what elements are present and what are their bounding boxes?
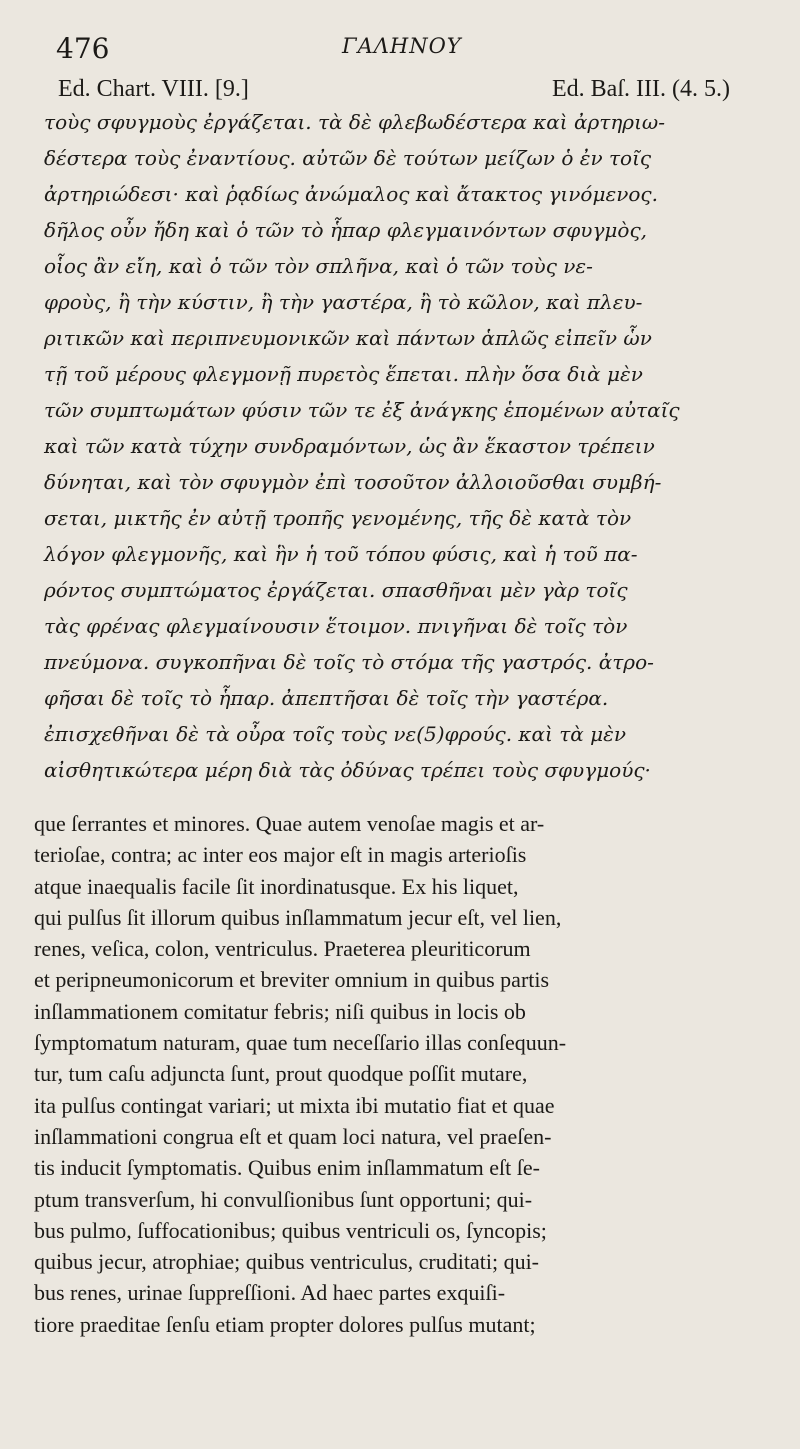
greek-line: ρόντος συμπτώματος ἐργάζεται. σπασθῆναι μὲν γὰρ τοῖς bbox=[44, 578, 628, 602]
greek-line: δῆλος οὖν ἤδη καὶ ὁ τῶν τὸ ἧπαρ φλεγμαινόντων σφυγμὸς, bbox=[44, 218, 648, 242]
greek-text-block bbox=[44, 104, 768, 788]
greek-line: τῇ τοῦ μέρους φλεγμονῇ πυρετὸς ἕπεται. πλὴν ὅσα διὰ μὲν bbox=[44, 362, 643, 386]
greek-line: δύνηται, καὶ τὸν σφυγμὸν ἐπὶ τοσοῦτον ἀλλοιοῦσθαι συμβή- bbox=[44, 470, 662, 494]
running-title: ΓΑΛΗΝΟΥ bbox=[342, 34, 462, 58]
latin-line: ptum transverſum, hi convulſionibus ſunt opportuni; qui- bbox=[34, 1186, 533, 1212]
greek-line: τῶν συμπτωμάτων φύσιν τῶν τε ἐξ ἀνάγκης ἑπομένων αὐταῖς bbox=[44, 398, 680, 422]
greek-line: τοὺς σφυγμοὺς ἐργάζεται. τὰ δὲ φλεβωδέστερα καὶ ἀρτηριω- bbox=[44, 110, 665, 134]
greek-line: καὶ τῶν κατὰ τύχην συνδραμόντων, ὡς ἂν ἕκαστον τρέπειν bbox=[44, 434, 655, 458]
latin-line: ſymptomatum naturam, quae tum neceſſario illas conſequun- bbox=[34, 1030, 567, 1056]
latin-line: quibus jecur, atrophiae; quibus ventriculus, cruditati; qui- bbox=[34, 1249, 540, 1275]
latin-line: bus pulmo, ſuffocationibus; quibus ventriculi os, ſyncopis; bbox=[34, 1217, 547, 1243]
edition-chartier-reference: Ed. Chart. VIII. [9.] bbox=[58, 76, 249, 102]
latin-line: atque inaequalis facile ſit inordinatusque. Ex his liquet, bbox=[34, 873, 519, 899]
greek-line: φροὺς, ἢ τὴν κύστιν, ἢ τὴν γαστέρα, ἢ τὸ κῶλον, καὶ πλευ- bbox=[44, 290, 643, 314]
greek-line: ριτικῶν καὶ περιπνευμονικῶν καὶ πάντων ἁπλῶς εἰπεῖν ὧν bbox=[44, 326, 652, 350]
greek-line: ἀρτηριώδεσι· καὶ ῥᾳδίως ἀνώμαλος καὶ ἄτακτος γινόμενος. bbox=[44, 182, 658, 206]
greek-line: πνεύμονα. συγκοπῆναι δὲ τοῖς τὸ στόμα τῆς γαστρός. ἀτρο- bbox=[44, 650, 654, 674]
latin-line: inſlammationem comitatur febris; niſi quibus in locis ob bbox=[34, 998, 526, 1024]
latin-text-block bbox=[34, 808, 770, 1340]
edition-basel-reference: Ed. Baſ. III. (4. 5.) bbox=[552, 76, 730, 102]
greek-line: τὰς φρένας φλεγμαίνουσιν ἕτοιμον. πνιγῆναι δὲ τοῖς τὸν bbox=[44, 614, 628, 638]
greek-line: λόγον φλεγμονῆς, καὶ ἣν ἡ τοῦ τόπου φύσις, καὶ ἡ τοῦ πα- bbox=[44, 542, 638, 566]
latin-line: inſlammationi congrua eſt et quam loci natura, vel praeſen- bbox=[34, 1123, 552, 1149]
latin-line: bus renes, urinae ſuppreſſioni. Ad haec partes exquiſi- bbox=[34, 1280, 506, 1306]
latin-line: que ſerrantes et minores. Quae autem venoſae magis et ar- bbox=[34, 811, 545, 836]
latin-line: tur, tum caſu adjuncta ſunt, prout quodque poſſit mutare, bbox=[34, 1061, 528, 1087]
edition-references bbox=[0, 76, 800, 106]
greek-line: δέστερα τοὺς ἐναντίους. αὐτῶν δὲ τούτων μείζων ὁ ἐν τοῖς bbox=[44, 146, 652, 170]
greek-line: οἷος ἂν εἴη, καὶ ὁ τῶν τὸν σπλῆνα, καὶ ὁ τῶν τοὺς νε- bbox=[44, 254, 593, 278]
latin-line: qui pulſus ſit illorum quibus inſlammatum jecur eſt, vel lien, bbox=[34, 904, 562, 930]
greek-line: ἐπισχεθῆναι δὲ τὰ οὖρα τοῖς τοὺς νε(5)φρούς. καὶ τὰ μὲν bbox=[44, 722, 627, 746]
latin-line: tiore praeditae ſenſu etiam propter dolores pulſus mutant; bbox=[34, 1311, 536, 1337]
greek-line: φῆσαι δὲ τοῖς τὸ ἧπαρ. ἀπεπτῆσαι δὲ τοῖς τὴν γαστέρα. bbox=[44, 686, 609, 710]
greek-line: αἰσθητικώτερα μέρη διὰ τὰς ὀδύνας τρέπει τοὺς σφυγμούς· bbox=[44, 758, 651, 782]
page-number: 476 bbox=[56, 32, 110, 65]
greek-line: σεται, μικτῆς ἐν αὐτῇ τροπῆς γενομένης, τῆς δὲ κατὰ τὸν bbox=[44, 506, 632, 530]
latin-line: ita pulſus contingat variari; ut mixta ibi mutatio fiat et quae bbox=[34, 1092, 555, 1118]
running-header bbox=[0, 28, 800, 68]
latin-line: tis inducit ſymptomatis. Quibus enim inſlammatum eſt ſe- bbox=[34, 1155, 540, 1181]
latin-line: renes, veſica, colon, ventriculus. Praeterea pleuriticorum bbox=[34, 936, 531, 962]
latin-line: et peripneumonicorum et breviter omnium in quibus partis bbox=[34, 967, 550, 993]
latin-line: terioſae, contra; ac inter eos major eſt in magis arterioſis bbox=[34, 842, 527, 868]
